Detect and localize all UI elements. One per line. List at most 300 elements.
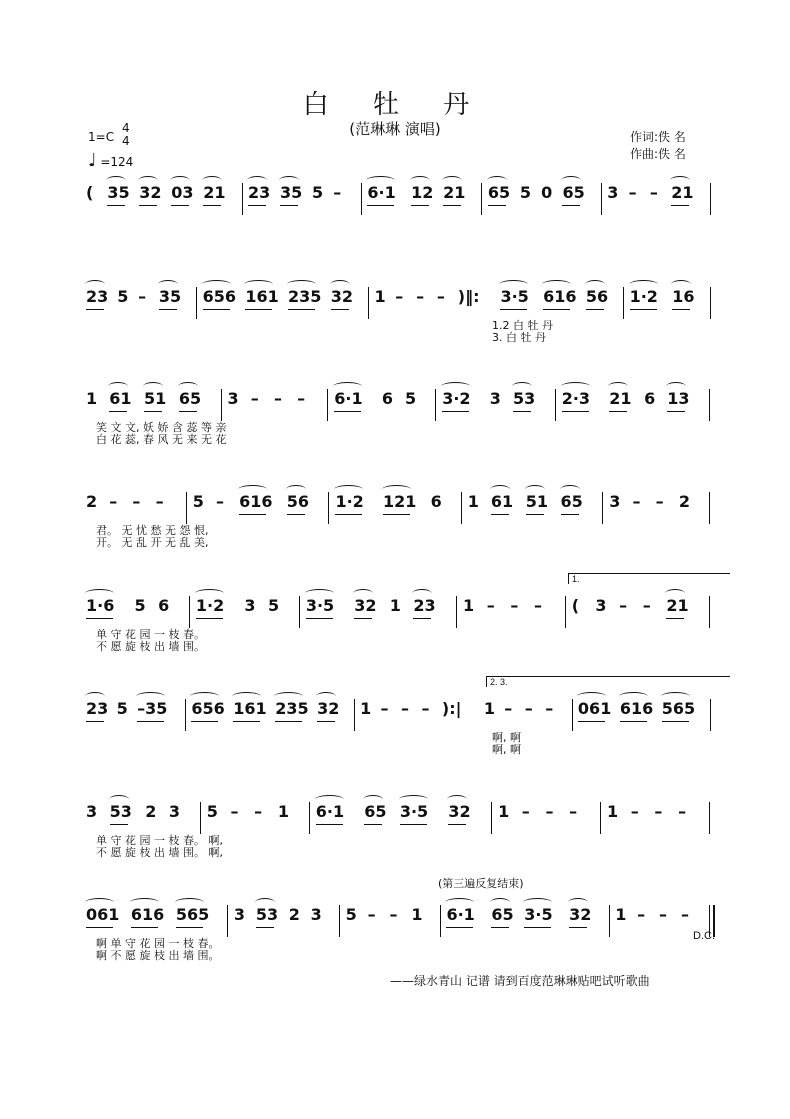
composer-credit: 作曲:佚 名	[630, 147, 686, 161]
barline	[361, 183, 362, 215]
barline	[709, 389, 710, 421]
beam-underline	[109, 411, 127, 412]
time-signature	[122, 122, 130, 148]
note: –	[533, 596, 542, 615]
note: –	[109, 492, 118, 511]
note: 1	[86, 389, 98, 408]
barline	[328, 492, 329, 524]
slur	[568, 898, 588, 907]
note: 616	[130, 905, 165, 924]
note: 5	[268, 596, 280, 615]
beam-underline	[176, 927, 203, 928]
note: 51	[144, 389, 167, 408]
slur	[279, 176, 299, 185]
barline	[354, 699, 355, 731]
beam-underline	[630, 309, 657, 310]
barline	[299, 596, 300, 628]
note: 5	[345, 905, 357, 924]
note: 65	[178, 389, 202, 408]
note: (	[86, 183, 94, 202]
note: 03	[171, 183, 194, 202]
note: –	[678, 802, 687, 821]
note: 53	[255, 905, 279, 924]
barline	[609, 905, 610, 937]
slur	[232, 692, 261, 701]
slur	[274, 692, 303, 701]
note: –	[395, 287, 404, 306]
note: 5	[519, 183, 531, 202]
slur	[85, 589, 114, 598]
note: 2	[678, 492, 690, 511]
score-row	[86, 287, 726, 327]
beam-underline	[191, 721, 218, 722]
note: 13	[667, 389, 690, 408]
note: 23	[413, 596, 436, 615]
tempo-marking	[88, 150, 133, 171]
beam-underline	[331, 309, 349, 310]
note: 565	[175, 905, 210, 924]
slur	[512, 382, 532, 391]
beam-underline	[442, 411, 469, 412]
note: 65	[364, 802, 387, 821]
slur	[315, 795, 344, 804]
note: –	[250, 389, 259, 408]
note: (	[571, 596, 580, 615]
note: 32	[354, 596, 377, 615]
note: –	[254, 802, 263, 821]
slur	[143, 382, 163, 391]
barline	[435, 389, 436, 421]
slur	[138, 176, 158, 185]
lyric-line: 白 花 蕊, 春 风 无 来 无 花	[96, 433, 227, 446]
barline	[227, 905, 228, 937]
note: 3	[489, 389, 501, 408]
slur	[305, 589, 334, 598]
slur	[178, 382, 198, 391]
note: –	[659, 905, 668, 924]
barline	[200, 802, 201, 834]
note: –	[421, 699, 430, 718]
beam-underline	[354, 618, 372, 619]
barline	[456, 596, 457, 628]
barline	[710, 287, 711, 319]
slur	[399, 795, 428, 804]
note: 0	[541, 183, 553, 202]
slur	[445, 898, 474, 907]
slur	[170, 176, 190, 185]
beam-underline	[491, 514, 509, 515]
note: 1	[607, 802, 619, 821]
lyric-line: 开。 无 乱 开 无 乱 美,	[96, 536, 209, 549]
note: 32	[448, 802, 471, 821]
barline	[491, 802, 492, 834]
slur	[577, 692, 606, 701]
barline	[186, 492, 187, 524]
note: 3·5	[399, 802, 429, 821]
beam-underline	[491, 927, 509, 928]
song-title: 白 牡 丹	[302, 90, 488, 120]
note: 23	[86, 699, 109, 718]
note: –	[649, 183, 658, 202]
note: 23	[248, 183, 271, 202]
beam-underline	[367, 205, 394, 206]
barline	[710, 699, 711, 731]
note: –	[569, 802, 578, 821]
lyricist-credit: 作词:佚 名	[630, 130, 686, 144]
beam-underline	[443, 205, 461, 206]
beam-underline	[666, 618, 684, 619]
slur	[629, 280, 658, 289]
note: 3	[168, 802, 181, 821]
beam-underline	[609, 411, 627, 412]
note: 21	[203, 183, 226, 202]
note: 616	[619, 699, 654, 718]
beam-underline	[667, 411, 685, 412]
note: 2	[145, 802, 157, 821]
barline	[327, 389, 328, 421]
lyric-line: 君。 无 忧 愁 无 怨 恨,	[96, 524, 209, 537]
note: 23	[86, 287, 109, 306]
time-bottom: 4	[122, 134, 130, 148]
slur	[244, 280, 273, 289]
note: 1	[498, 802, 510, 821]
time-top: 4	[122, 121, 130, 135]
note: 1	[467, 492, 479, 511]
note: 616	[239, 492, 273, 511]
barline	[368, 287, 369, 319]
slur	[85, 280, 105, 289]
beam-underline	[287, 514, 305, 515]
slur	[109, 795, 129, 804]
beam-underline	[86, 927, 113, 928]
note: –	[632, 492, 641, 511]
note: –	[628, 183, 637, 202]
beam-underline	[524, 927, 551, 928]
second-ending-bracket	[486, 676, 730, 687]
slur	[316, 692, 336, 701]
note: 1	[277, 802, 289, 821]
first-ending-label: 1.	[572, 574, 580, 584]
note: 656	[202, 287, 237, 306]
slur	[247, 176, 267, 185]
slur	[382, 485, 411, 494]
note: 1·2	[629, 287, 658, 306]
barline	[189, 596, 190, 628]
beam-underline	[203, 205, 221, 206]
note: 6	[158, 596, 170, 615]
barline	[709, 492, 710, 524]
note: 3	[595, 596, 607, 615]
note: ):|	[441, 699, 462, 718]
beam-underline	[662, 721, 689, 722]
slur	[85, 692, 105, 701]
note: 32	[139, 183, 162, 202]
note: –	[619, 596, 628, 615]
key-label: 1=C	[88, 130, 115, 144]
note: 3·5	[524, 905, 553, 924]
score-row	[86, 183, 726, 223]
note: 1·2	[335, 492, 364, 511]
slur	[523, 898, 552, 907]
note: 3	[86, 802, 98, 821]
barline	[440, 905, 441, 937]
beam-underline	[446, 927, 473, 928]
note: –	[545, 699, 554, 718]
lyric-line: 单 守 花 园 一 枝 春。 啊,	[96, 834, 223, 847]
note: 5	[117, 287, 129, 306]
slur	[665, 589, 685, 598]
note: 21	[443, 183, 466, 202]
note: 2	[288, 905, 300, 924]
note: 061	[86, 905, 120, 924]
barline	[572, 699, 573, 731]
slur	[671, 280, 691, 289]
slur	[190, 692, 219, 701]
note: –	[680, 905, 689, 924]
note: –	[521, 802, 530, 821]
note: 65	[560, 492, 583, 511]
note: 32	[317, 699, 340, 718]
beam-underline	[500, 309, 527, 310]
note: 5	[311, 183, 324, 202]
slur	[441, 382, 470, 391]
slur	[353, 589, 373, 598]
beam-underline	[586, 309, 604, 310]
beam-underline	[364, 824, 382, 825]
lyric-line: 单 守 花 园 一 枝 春。	[96, 628, 205, 641]
beam-underline	[400, 824, 427, 825]
note: )‖:	[457, 287, 480, 306]
note: –	[230, 802, 239, 821]
beam-underline	[288, 309, 315, 310]
slur	[108, 382, 128, 391]
slur	[561, 176, 581, 185]
slur	[195, 589, 224, 598]
beam-underline	[239, 514, 266, 515]
note: 6	[430, 492, 442, 511]
beam-underline	[316, 824, 343, 825]
note: –	[654, 802, 663, 821]
beam-underline	[179, 411, 197, 412]
note: 35	[280, 183, 303, 202]
beam-underline	[86, 309, 104, 310]
slur	[85, 898, 114, 907]
second-ending-label: 2. 3.	[490, 677, 508, 687]
tempo-value: =124	[100, 155, 134, 169]
slur	[175, 898, 204, 907]
slur	[585, 280, 605, 289]
note: 616	[543, 287, 577, 306]
slur	[287, 280, 316, 289]
beam-underline	[137, 721, 164, 722]
note: 1·2	[195, 596, 225, 615]
note: 6	[381, 389, 393, 408]
first-ending-bracket	[568, 573, 730, 584]
beam-underline	[671, 205, 689, 206]
note: 3·5	[500, 287, 529, 306]
beam-underline	[561, 514, 579, 515]
lyric-line: 笑 文 文, 妖 娇 含 蕊 等 亲	[96, 421, 227, 434]
note: 32	[569, 905, 592, 924]
repeat-end-note: (第三遍反复结束)	[438, 877, 524, 890]
note: –	[297, 389, 306, 408]
slur	[666, 382, 686, 391]
beam-underline	[569, 927, 587, 928]
slur	[490, 485, 510, 494]
note: 53	[109, 802, 132, 821]
beam-underline	[139, 205, 157, 206]
slur	[561, 382, 590, 391]
beam-underline	[203, 309, 230, 310]
note: 21	[609, 389, 632, 408]
barline	[242, 183, 243, 215]
beam-underline	[413, 618, 431, 619]
note: 53	[512, 389, 536, 408]
beam-underline	[672, 309, 690, 310]
slur	[334, 485, 363, 494]
note: 21	[671, 183, 694, 202]
beam-underline	[110, 824, 128, 825]
note: 21	[666, 596, 689, 615]
lyric-line: 啊, 啊	[492, 731, 521, 744]
slur	[330, 280, 350, 289]
beam-underline	[383, 514, 410, 515]
note: 65	[562, 183, 585, 202]
lyric-line: 啊 不 愿 旋 枝 出 墙 围。	[96, 949, 220, 962]
note: –	[436, 287, 445, 306]
note: 1	[463, 596, 475, 615]
slur	[363, 795, 383, 804]
note: 1	[411, 905, 423, 924]
note: –	[642, 596, 651, 615]
note: –	[655, 492, 664, 511]
note: 1	[615, 905, 627, 924]
slur	[447, 795, 467, 804]
beam-underline	[86, 618, 113, 619]
note: 6·1	[446, 905, 475, 924]
note: –	[367, 905, 376, 924]
note: 1	[389, 596, 401, 615]
beam-underline	[233, 721, 260, 722]
beam-underline	[248, 205, 266, 206]
beam-underline	[245, 309, 272, 310]
note: –	[389, 905, 398, 924]
note: –	[132, 492, 141, 511]
slur	[136, 692, 165, 701]
barline	[600, 802, 601, 834]
slur	[412, 589, 432, 598]
note: 565	[661, 699, 696, 718]
slur	[130, 898, 159, 907]
slur	[106, 176, 126, 185]
barline	[602, 492, 603, 524]
note: 061	[577, 699, 612, 718]
note: 5	[206, 802, 218, 821]
note: 5	[116, 699, 128, 718]
slur	[238, 485, 267, 494]
barline	[709, 596, 710, 628]
slur	[202, 176, 222, 185]
beam-underline	[513, 411, 531, 412]
beam-underline	[562, 411, 589, 412]
beam-underline	[171, 205, 189, 206]
beam-underline	[526, 514, 544, 515]
note: –	[630, 802, 639, 821]
note: –	[416, 287, 425, 306]
note: –	[273, 389, 282, 408]
beam-underline	[488, 205, 506, 206]
note: –	[510, 596, 519, 615]
slur	[608, 382, 628, 391]
slur	[442, 176, 462, 185]
note: 235	[275, 699, 309, 718]
note: 3	[607, 183, 619, 202]
note: –	[486, 596, 495, 615]
note: 12	[411, 183, 434, 202]
slur	[619, 692, 648, 701]
note: –	[524, 699, 533, 718]
beam-underline	[620, 721, 647, 722]
barline	[196, 287, 197, 319]
barline	[339, 905, 340, 937]
slur	[366, 176, 395, 185]
barline	[461, 492, 462, 524]
beam-underline	[543, 309, 570, 310]
note: 6	[644, 389, 656, 408]
note: 161	[233, 699, 267, 718]
slur	[499, 280, 528, 289]
slur	[487, 176, 507, 185]
barline	[710, 183, 711, 215]
beam-underline	[317, 721, 335, 722]
note: 656	[191, 699, 225, 718]
note: 5	[192, 492, 204, 511]
note: 1·6	[86, 596, 115, 615]
beam-underline	[448, 824, 466, 825]
barline	[709, 802, 710, 834]
beam-underline	[411, 205, 429, 206]
beam-underline	[334, 411, 361, 412]
note: 65	[487, 183, 511, 202]
slur	[525, 485, 545, 494]
slur	[333, 382, 362, 391]
note: –	[504, 699, 513, 718]
slur	[286, 485, 306, 494]
note: 65	[491, 905, 514, 924]
note: –	[155, 492, 164, 511]
beam-underline	[578, 721, 605, 722]
slur	[158, 280, 178, 289]
barline	[565, 596, 566, 628]
beam-underline	[562, 205, 580, 206]
note: –	[333, 183, 342, 202]
barline	[481, 183, 482, 215]
barline	[601, 183, 602, 215]
note: 3	[233, 905, 246, 924]
note: 61	[109, 389, 132, 408]
note: 2	[86, 492, 98, 511]
note: 235	[288, 287, 322, 306]
beam-underline	[86, 721, 104, 722]
note: 161	[245, 287, 279, 306]
note: –	[637, 905, 646, 924]
note: 2·3	[561, 389, 591, 408]
note: 3·2	[442, 389, 471, 408]
slur	[661, 692, 690, 701]
note: 51	[525, 492, 548, 511]
beam-underline	[306, 618, 333, 619]
score-row	[86, 699, 726, 739]
